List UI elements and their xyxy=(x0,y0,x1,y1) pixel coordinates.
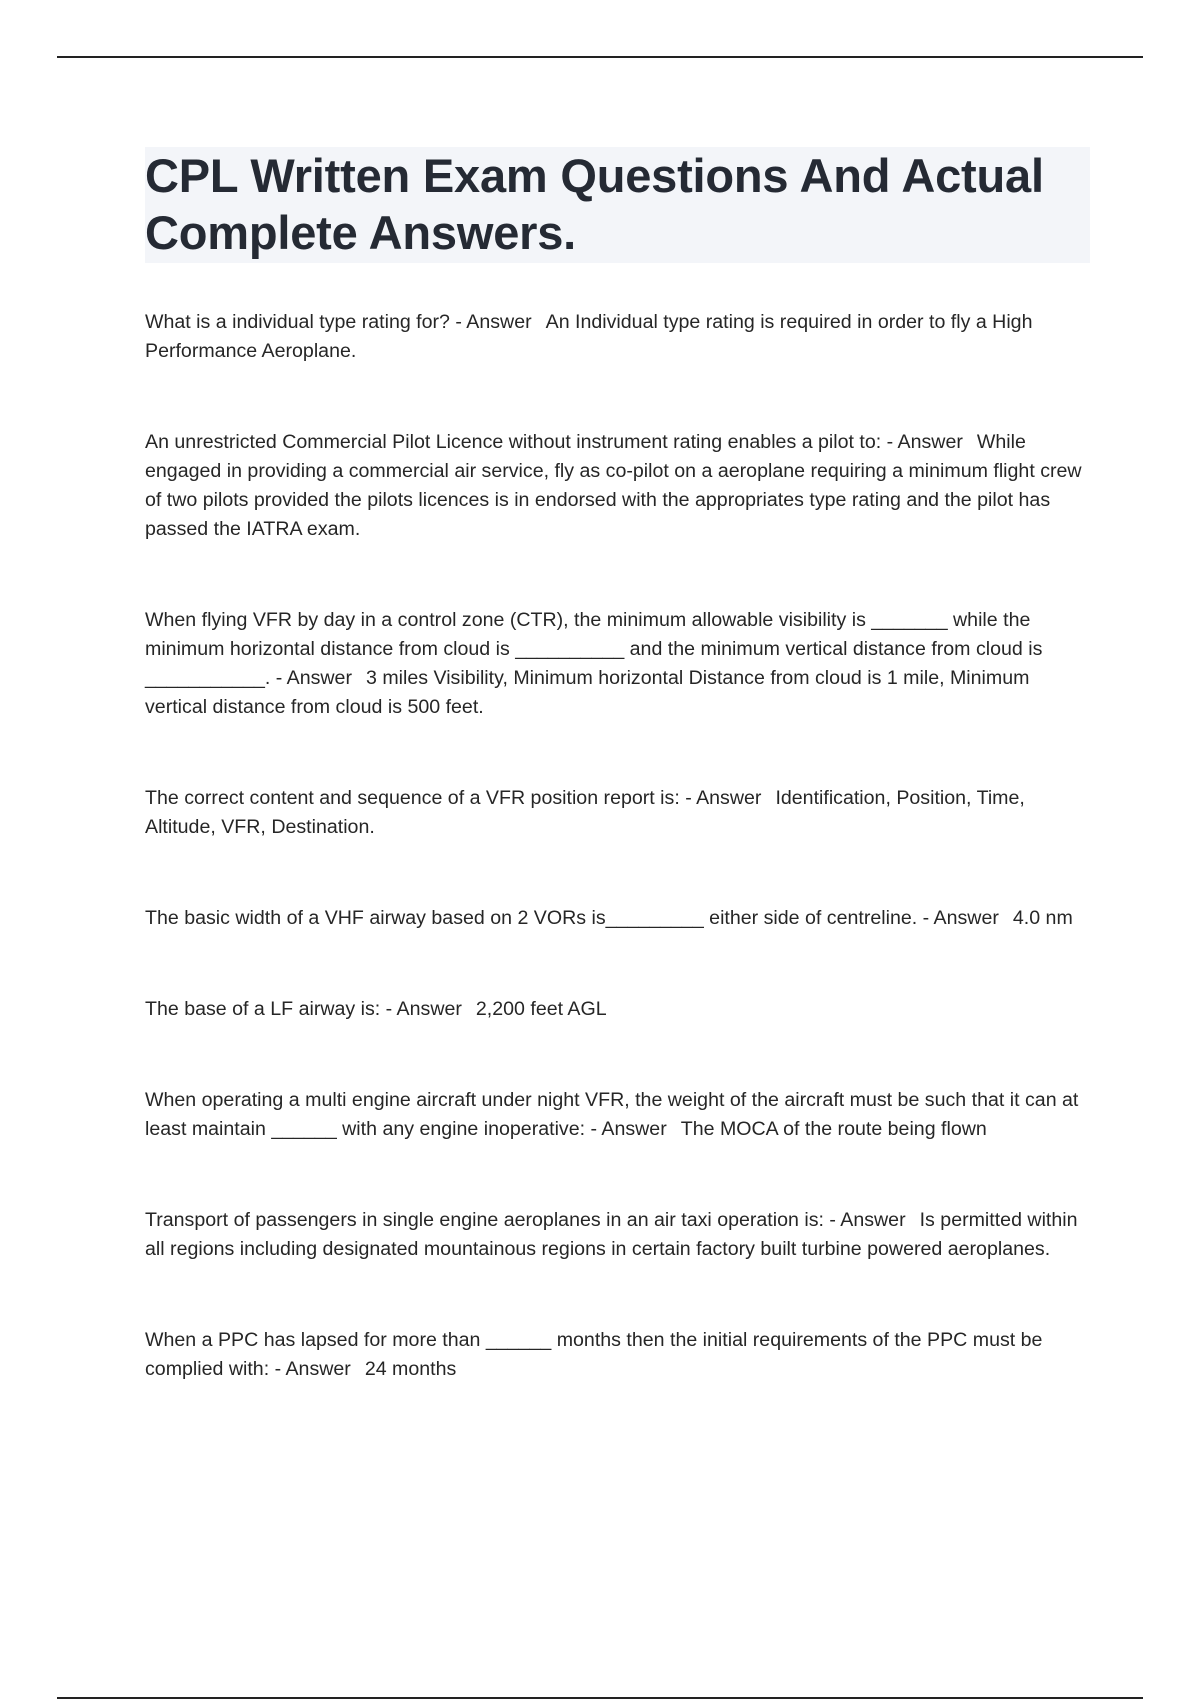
question-text: The base of a LF airway is: - Answer xyxy=(145,998,462,1020)
answer-text: While engaged in providing a commercial air service, fly as co-pilot on a aeroplane requiring a minimum flight crew of two pilots provided the pilots licences is in endorsed with the appropriates type rating and the pilot has passed the IATRA exam. xyxy=(145,431,1082,540)
title-block xyxy=(145,147,1090,263)
qa-item-2 xyxy=(145,428,1090,544)
question-text: When flying VFR by day in a control zone (CTR), the minimum allowable visibility is _______ while the minimum horizontal distance from cloud is __________ and the minimum vertical distance from cloud is ___________. - Answer xyxy=(145,609,1043,689)
answer-text: 4.0 nm xyxy=(1012,907,1073,929)
answer-text: Identification, Position, Time, Altitude, VFR, Destination. xyxy=(145,787,1025,838)
question-text: Transport of passengers in single engine aeroplanes in an air taxi operation is: - Answer xyxy=(145,1209,906,1231)
answer-text: 24 months xyxy=(364,1358,457,1380)
qa-item-3 xyxy=(145,606,1090,722)
document-title: CPL Written Exam Questions And Actual Complete Answers. xyxy=(145,149,1044,259)
question-text: The correct content and sequence of a VFR position report is: - Answer xyxy=(145,787,762,809)
question-text: An unrestricted Commercial Pilot Licence without instrument rating enables a pilot to: - Answer xyxy=(145,431,963,453)
qa-item-8 xyxy=(145,1206,1090,1264)
qa-item-9 xyxy=(145,1326,1090,1384)
question-text: When a PPC has lapsed for more than ______ months then the initial requirements of the PPC must be complied with: - Answer xyxy=(145,1329,1043,1380)
document-body xyxy=(145,147,1090,1446)
footer-rule xyxy=(57,1697,1143,1699)
answer-text: Is permitted within all regions including designated mountainous regions in certain factory built turbine powered aeroplanes. xyxy=(145,1209,1078,1260)
qa-item-6 xyxy=(145,995,1090,1024)
answer-text: 2,200 feet AGL xyxy=(475,998,607,1020)
qa-item-7 xyxy=(145,1086,1090,1144)
answer-text: 3 miles Visibility, Minimum horizontal Distance from cloud is 1 mile, Minimum vertical distance from cloud is 500 feet. xyxy=(145,667,1030,718)
answer-text: The MOCA of the route being flown xyxy=(680,1118,987,1140)
header-rule xyxy=(57,56,1143,58)
question-text: The basic width of a VHF airway based on 2 VORs is_________ either side of centreline. - Answer xyxy=(145,907,999,929)
qa-item-5 xyxy=(145,904,1090,933)
question-text: What is a individual type rating for? - Answer xyxy=(145,311,532,333)
qa-item-1 xyxy=(145,308,1090,366)
qa-item-4 xyxy=(145,784,1090,842)
answer-text: An Individual type rating is required in order to fly a High Performance Aeroplane. xyxy=(145,311,1033,362)
qa-list xyxy=(145,308,1090,1384)
question-text: When operating a multi engine aircraft under night VFR, the weight of the aircraft must be such that it can at least maintain ______ with any engine inoperative: - Answer xyxy=(145,1089,1079,1140)
